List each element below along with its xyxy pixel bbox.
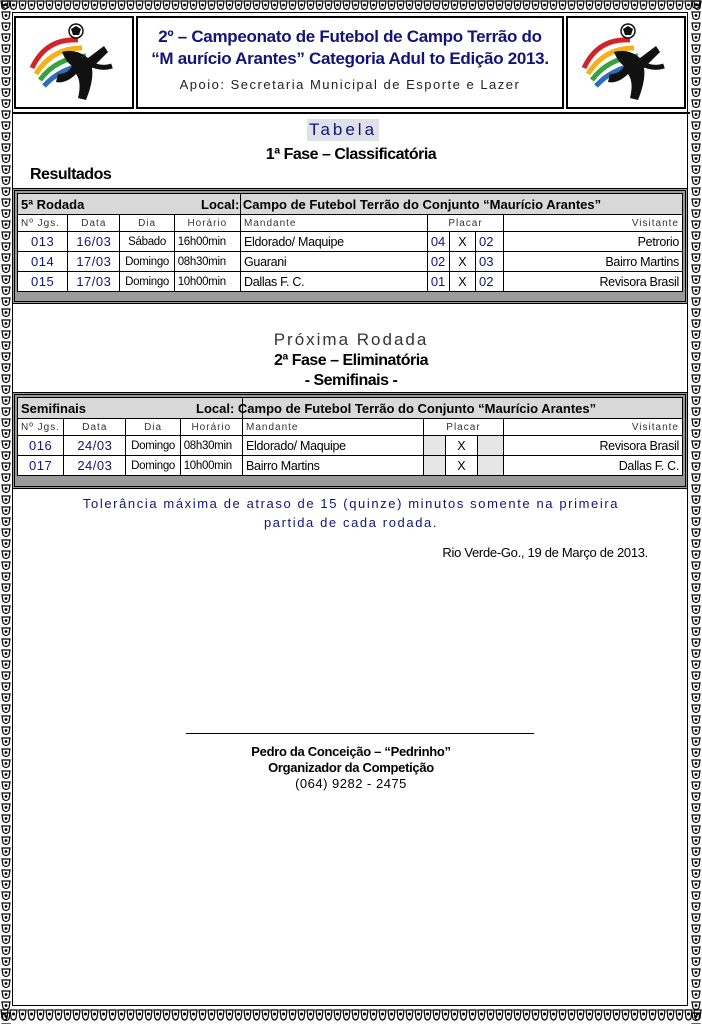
game-day: Domingo xyxy=(120,252,174,272)
col-time: Horário xyxy=(180,419,242,436)
versus-mark: X xyxy=(449,272,475,292)
table-header-row xyxy=(18,215,683,232)
col-home: Mandante xyxy=(243,419,424,436)
tolerance-line1: Tolerância máxima de atraso de 15 (quinze) minutos somente na primeira xyxy=(82,496,620,511)
place-date: Rio Verde-Go., 19 de Março de 2013. xyxy=(442,545,648,560)
logo-left xyxy=(14,16,134,109)
game-number: 016 xyxy=(18,436,64,456)
tolerance-notice xyxy=(60,494,642,532)
round-label: Semifinais xyxy=(18,398,243,419)
organizer-phone: (064) 9282 - 2475 xyxy=(295,776,407,791)
col-games: Nº Jgs. xyxy=(18,215,68,232)
col-games: Nº Jgs. xyxy=(18,419,64,436)
game-day: Domingo xyxy=(126,436,180,456)
away-score: 03 xyxy=(476,252,504,272)
away-score-empty xyxy=(478,436,504,456)
organizer-name: Pedro da Conceição – “Pedrinho” xyxy=(251,744,451,759)
col-home: Mandante xyxy=(241,215,428,232)
home-team: Guarani xyxy=(241,252,428,272)
table-header-row xyxy=(18,419,683,436)
away-team: Dallas F. C. xyxy=(504,456,683,476)
decorative-border-top xyxy=(0,0,702,12)
location-text: Local: Campo de Futebol Terrão do Conjunto “Maurício Arantes” xyxy=(196,400,597,416)
game-date: 24/03 xyxy=(64,456,126,476)
championship-title-line2: “M aurício Arantes” Categoria Adul to Edição 2013. xyxy=(151,49,549,68)
championship-title-line1: 2º – Campeonato de Futebol de Campo Terrão do xyxy=(158,27,542,46)
results-table-frame xyxy=(12,188,688,304)
away-team: Petrorio xyxy=(504,232,683,252)
semis-table-frame xyxy=(12,392,688,489)
location-label xyxy=(196,398,683,419)
game-time: 10h00min xyxy=(174,272,240,292)
away-team: Bairro Martins xyxy=(504,252,683,272)
results-table xyxy=(17,193,683,292)
organizer-role: Organizador da Competição xyxy=(268,760,434,775)
game-time: 08h30min xyxy=(180,436,242,456)
round-label: 5ª Rodada xyxy=(18,194,241,215)
game-date: 17/03 xyxy=(68,272,120,292)
col-score: Placar xyxy=(423,419,503,436)
game-number: 013 xyxy=(18,232,68,252)
phase2-title: 2ª Fase – Eliminatória xyxy=(273,352,429,369)
header-title-box xyxy=(136,16,564,109)
home-score-empty xyxy=(423,456,445,476)
col-day: Dia xyxy=(120,215,174,232)
table-row xyxy=(18,232,683,252)
results-title-row xyxy=(18,194,683,215)
col-date: Data xyxy=(64,419,126,436)
table-row xyxy=(18,272,683,292)
tabela-heading: Tabela xyxy=(308,120,378,139)
game-date: 17/03 xyxy=(68,252,120,272)
col-score: Placar xyxy=(427,215,503,232)
next-round-heading xyxy=(0,330,702,391)
home-team: Dallas F. C. xyxy=(241,272,428,292)
table-row xyxy=(18,456,683,476)
stage-title: - Semifinais - xyxy=(304,372,398,389)
semis-title-row xyxy=(18,398,683,419)
col-day: Dia xyxy=(126,419,180,436)
versus-mark: X xyxy=(445,436,477,456)
game-number: 015 xyxy=(18,272,68,292)
versus-mark: X xyxy=(445,456,477,476)
results-heading: Resultados xyxy=(30,166,112,183)
away-team: Revisora Brasil xyxy=(504,272,683,292)
game-day: Domingo xyxy=(120,272,174,292)
location-label xyxy=(201,194,683,215)
home-score: 04 xyxy=(427,232,449,252)
signature-block xyxy=(0,744,702,792)
game-time: 08h30min xyxy=(174,252,240,272)
decorative-border-bottom xyxy=(0,1008,702,1024)
semis-table xyxy=(17,397,683,476)
table-row xyxy=(18,252,683,272)
game-date: 24/03 xyxy=(64,436,126,456)
col-time: Horário xyxy=(174,215,240,232)
home-team: Bairro Martins xyxy=(243,456,424,476)
next-round-title: Próxima Rodada xyxy=(273,330,429,349)
signature-line xyxy=(186,733,534,734)
versus-mark: X xyxy=(449,232,475,252)
home-score: 01 xyxy=(427,272,449,292)
location-text: Local: Campo de Futebol Terrão do Conjunto “Maurício Arantes” xyxy=(201,196,602,212)
away-score: 02 xyxy=(476,232,504,252)
soccer-player-logo-icon xyxy=(16,18,132,107)
game-number: 014 xyxy=(18,252,68,272)
tolerance-line2: partida de cada rodada. xyxy=(263,515,439,530)
phase1-heading: 1ª Fase – Classificatória xyxy=(265,146,437,163)
game-day: Sábado xyxy=(120,232,174,252)
col-away: Visitante xyxy=(504,419,683,436)
table-row xyxy=(18,436,683,456)
soccer-player-logo-icon xyxy=(568,18,684,107)
away-score: 02 xyxy=(476,272,504,292)
away-score-empty xyxy=(478,456,504,476)
game-day: Domingo xyxy=(126,456,180,476)
versus-mark: X xyxy=(449,252,475,272)
game-time: 16h00min xyxy=(174,232,240,252)
header xyxy=(12,14,690,114)
home-team: Eldorado/ Maquipe xyxy=(241,232,428,252)
col-date: Data xyxy=(68,215,120,232)
home-score-empty xyxy=(423,436,445,456)
game-number: 017 xyxy=(18,456,64,476)
col-away: Visitante xyxy=(504,215,683,232)
home-score: 02 xyxy=(427,252,449,272)
support-text: Apoio: Secretaria Municipal de Esporte e Lazer xyxy=(179,77,521,92)
away-team: Revisora Brasil xyxy=(504,436,683,456)
logo-right xyxy=(566,16,686,109)
game-date: 16/03 xyxy=(68,232,120,252)
game-time: 10h00min xyxy=(180,456,242,476)
home-team: Eldorado/ Maquipe xyxy=(243,436,424,456)
